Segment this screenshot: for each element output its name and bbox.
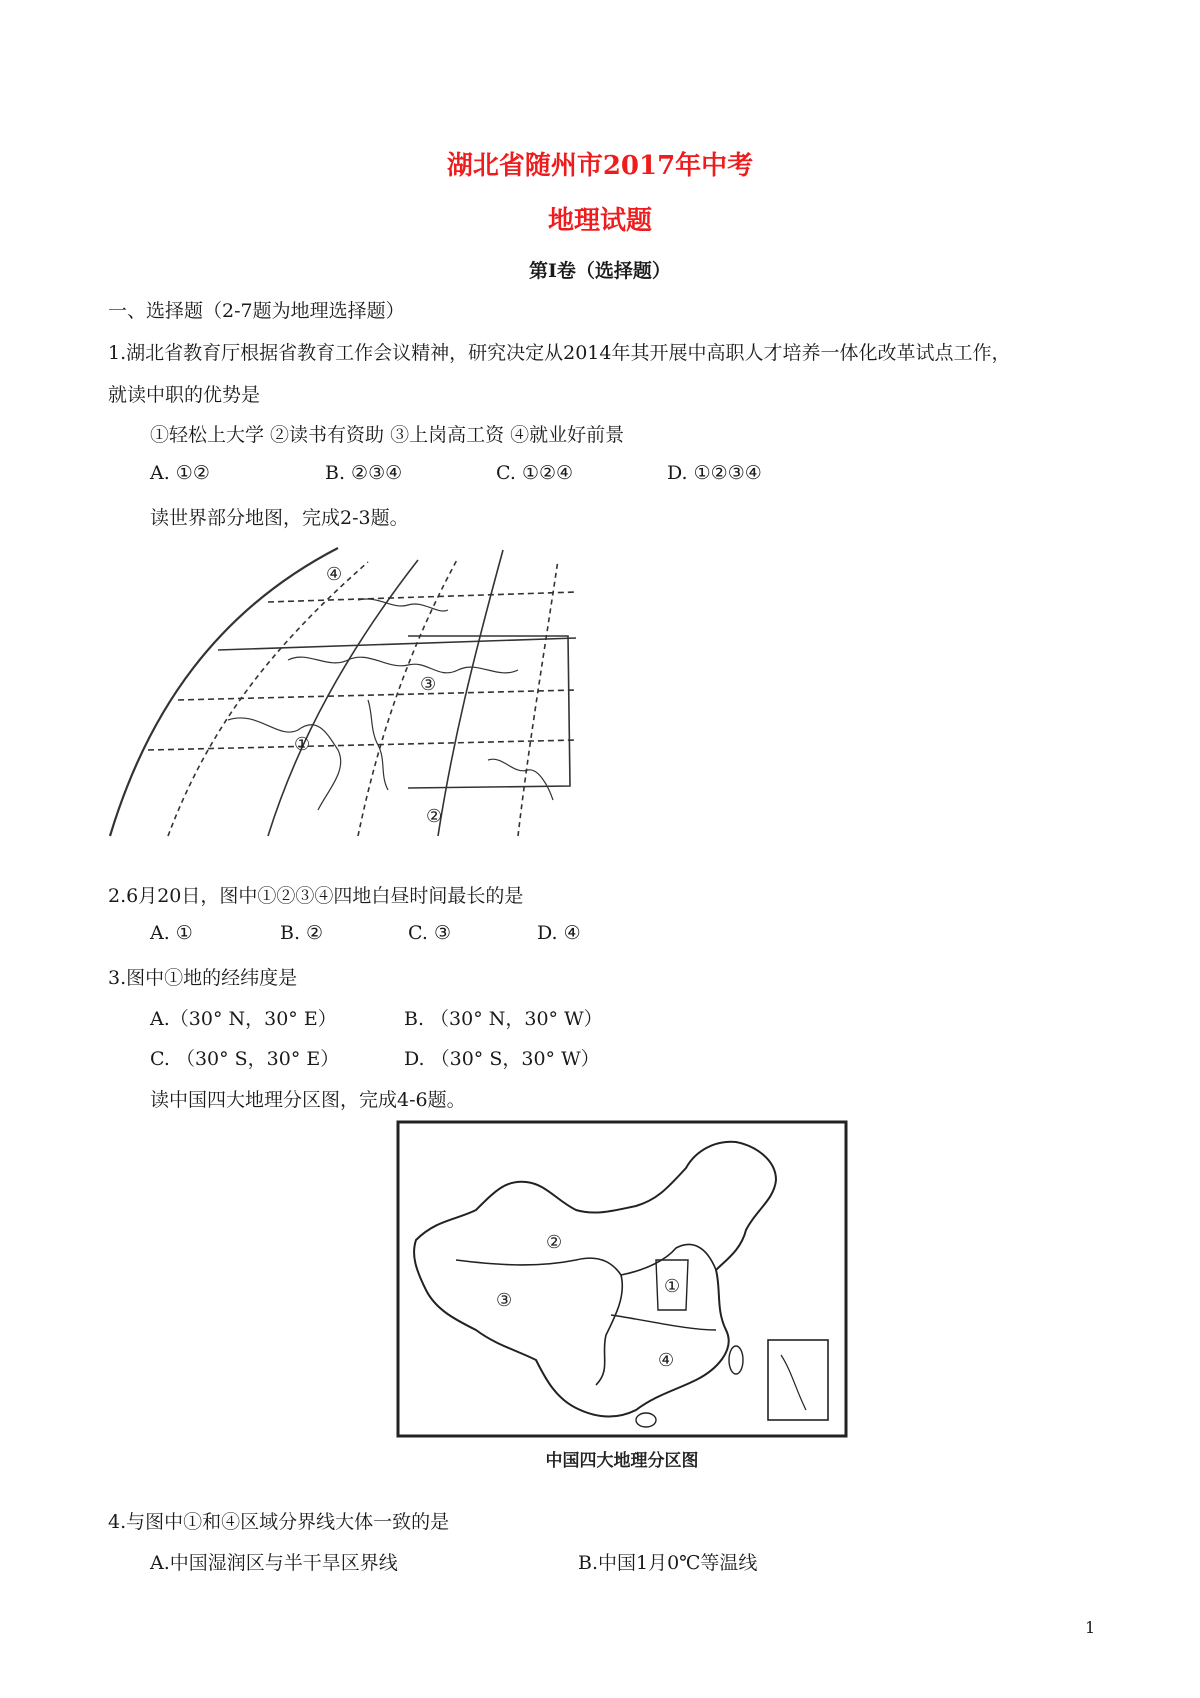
china-marker-3: ③	[496, 1290, 513, 1311]
document-title: 湖北省随州市2017年中考	[446, 151, 754, 181]
q3-stem: 3.图中①地的经纬度是	[108, 967, 298, 989]
part-heading: 一、选择题（2-7题为地理选择题）	[108, 300, 405, 322]
q4-option-b: B.中国1月0℃等温线	[578, 1552, 758, 1574]
q4-stem: 4.与图中①和④区域分界线大体一致的是	[108, 1511, 450, 1533]
q2-stem: 2.6月20日，图中①②③④四地白昼时间最长的是	[108, 885, 524, 907]
world-marker-3: ③	[420, 674, 437, 695]
q4-option-a: A.中国湿润区与半干旱区界线	[150, 1552, 398, 1574]
china-map-caption: 中国四大地理分区图	[545, 1451, 699, 1471]
section-heading: 第Ⅰ卷（选择题）	[529, 260, 671, 282]
q3-option-c: C. （30° S，30° E）	[150, 1048, 340, 1070]
china-regions-map-figure	[396, 1120, 848, 1480]
q1-option-d: D. ①②③④	[667, 462, 762, 484]
intro-2-3: 读世界部分地图，完成2-3题。	[150, 507, 409, 529]
document-subtitle: 地理试题	[547, 206, 652, 236]
q1-stem-line1: 1.湖北省教育厅根据省教育工作会议精神，研究决定从2014年其开展中高职人才培养一体化改革试点工作，	[108, 342, 1011, 364]
q3-option-a: A.（30° N，30° E）	[150, 1008, 337, 1030]
q2-option-b: B. ②	[280, 922, 324, 944]
q2-option-c: C. ③	[408, 922, 451, 944]
q3-option-b: B. （30° N，30° W）	[404, 1008, 603, 1030]
q2-option-d: D. ④	[537, 922, 581, 944]
china-marker-1: ①	[664, 1276, 681, 1297]
world-marker-1: ①	[294, 734, 311, 755]
q3-option-d: D. （30° S，30° W）	[404, 1048, 600, 1070]
q1-items: ①轻松上大学 ②读书有资助 ③上岗高工资 ④就业好前景	[150, 424, 625, 446]
world-map-figure	[108, 540, 576, 840]
q2-option-a: A. ①	[150, 922, 193, 944]
intro-4-6: 读中国四大地理分区图，完成4-6题。	[150, 1089, 466, 1111]
q1-stem-line2: 就读中职的优势是	[108, 384, 261, 406]
q1-option-b: B. ②③④	[325, 462, 403, 484]
page-number: 1	[1085, 1618, 1096, 1637]
china-marker-2: ②	[546, 1232, 563, 1253]
world-marker-4: ④	[326, 564, 343, 585]
q1-option-a: A. ①②	[150, 462, 210, 484]
world-marker-2: ②	[426, 806, 443, 827]
china-marker-4: ④	[658, 1350, 675, 1371]
q1-option-c: C. ①②④	[496, 462, 574, 484]
